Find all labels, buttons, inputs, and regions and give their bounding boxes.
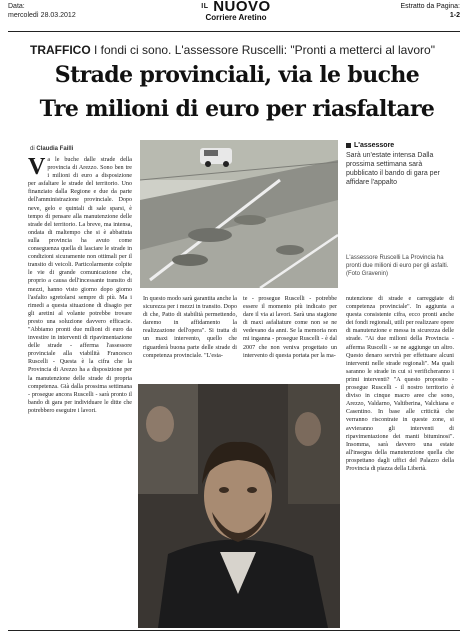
portrait-photo	[138, 384, 340, 628]
damaged-road-illustration	[140, 140, 338, 288]
date-value: mercoledì 28.03.2012	[8, 12, 76, 19]
column-1-text: a le buche dalle strade della provincia di Arezzo. Sono ben tre i milioni di euro a disposizione per asfaltare le strade del territorio. Uno finanziato dalla Regione e due da parte dell'amministrazione provinciale. Dopo neve, gelo e quintali di sale sparsi, è tempo di pensare alla manutenzione delle strade del territorio. La breve, ma intensa, ondata di maltempo che si è abbattuta sulla provincia ha avuto come conseguenza quella di lasciare le strade in condizioni sicuramente non ottimali per il transito di veicoli. Particolarmente colpite le vie di grande comunicazione che, proprio a causa dell'incessante transito di mezzi, hanno visto giorno dopo giorno l'asfalto sgretolarsi sempre di più. Ma i rimedi a questa situazione di disagio per gli aretini al volante potrebbe trovare presto una soluzione davvero efficacie. "Abbiamo pronti due milioni di euro da investire in interventi di ripavimentazione delle strade - afferma l'assessore provinciale alla viabilità Francesco Ruscelli - Questa è la cifra che la Provincia di Arezzo ha a disposizione per la manutenzione delle strade di propria competenza. Già dalla prossima settimana - prosegue ancora Ruscelli - sarà pronto il bando di gara per individuare le ditte che potrebbero eseguire i lavori.	[28, 157, 132, 414]
article-column-3: te - prosegue Ruscelli - potrebbe essere il momento più indicato per dare il via ai lavori. Sarà una stagione di maxi asfaltature come non se ne vedevano da anni. Se la memoria non mi inganna - prosegue Ruscelli - è dal 2007 che non veniva progettato un intervento di questa portata per la ma-	[243, 296, 337, 359]
sidebar-box	[346, 142, 454, 187]
byline-prefix: di	[30, 146, 35, 152]
kicker-text: I fondi ci sono. L'assessore Ruscelli: "Pronti a metterci al lavoro"	[94, 43, 435, 57]
byline-author: Claudia Failli	[36, 146, 74, 152]
logo-title	[196, 0, 276, 14]
drop-cap: V	[28, 156, 46, 180]
logo-subtitle: Corriere Aretino	[205, 13, 267, 22]
article-column-4: nutenzione di strade e carreggiate di competenza provinciale". In aggiunta a questa consistente cifra, ecco pronti anche dei fondi regionali, utili per realizzare opere di manutenzione e messa in sicurezza delle strade. "Ai due milioni della Provincia - afferma Ruscelli - se ne aggiunge un altro. Questo denaro servirà per effettuare alcuni interventi nelle strade regionali". Ma quali saranno le strade in cui si verificheranno i primi interventi? "A questo proposito - prosegue Ruscelli - il nostro territorio è diviso in cinque macro aree che sono, Arezzo, Valdarno, Valtiberina, Valchiana e Casentino. In base alle criticità che verranno riscontrate in queste zone, si avvieranno gli interventi di ripavimentazione dei manti bituminosi". Insomma, sarà davvero una estate all'insegna della manutenzione quella che prospettano dagli uffici del Palazzo della Provincia di piazza della Libertà.	[346, 296, 454, 472]
extract-page-number: 1-2	[449, 12, 460, 19]
footer-rule	[8, 630, 460, 631]
logo-prefix: IL	[201, 3, 209, 10]
date-label-text: Data:	[8, 3, 25, 10]
article-kicker	[30, 43, 435, 57]
assessore-portrait-illustration	[138, 384, 340, 628]
article-column-1	[28, 156, 132, 620]
article-column-2: In questo modo sarà garantita anche la sicurezza per i mezzi in transito. Dopo di che, Patto di stabilità permettendo, daremo in affidamento la realizzazione dell'opera". Si tratta di un maxi intervento, quello che riguarderà buona parte delle strade di competenza provinciale. "L'esta-	[143, 296, 237, 359]
headline-line-2: Tre milioni di euro per riasfaltare	[39, 96, 435, 122]
extract-label: Estratto da Pagina:	[400, 3, 460, 10]
square-bullet-icon	[346, 143, 351, 148]
road-photo	[140, 140, 338, 288]
headline-line-1: Strade provinciali, via le buche	[54, 62, 420, 88]
sidebar-quote: Sarà un'estate intensa Dalla prossima settimana sarà pubblicato il bando di gara per affidare l'appalto	[346, 152, 440, 186]
newspaper-logo	[196, 0, 276, 22]
byline	[30, 146, 73, 152]
header-rule	[8, 31, 460, 32]
page-extract	[400, 2, 460, 20]
sidebar-heading	[346, 142, 454, 149]
date-label	[8, 2, 76, 20]
sidebar-heading-text: L'assessore	[354, 142, 395, 149]
photo-caption: L'assessore Ruscelli La Provincia ha pronti due milioni di euro per gli asfalti. (Foto Gravenin)	[346, 255, 449, 277]
kicker-section: TRAFFICO	[30, 43, 91, 57]
logo-main: NUOVO	[213, 0, 271, 15]
